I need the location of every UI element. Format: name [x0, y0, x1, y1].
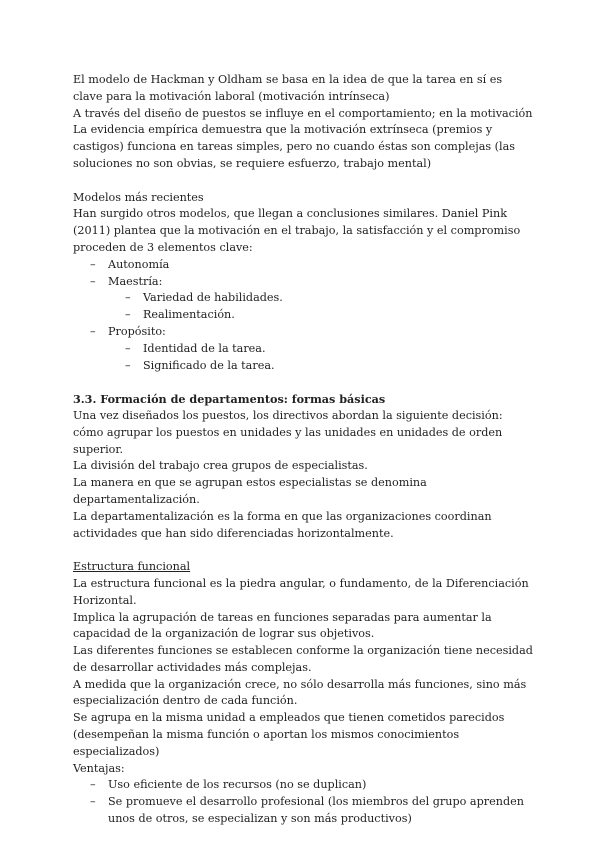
document-page	[73, 72, 533, 828]
mastery-sublist	[108, 290, 533, 324]
list-item-purpose	[73, 324, 533, 374]
list-item-label: Maestría:	[108, 274, 163, 288]
section-heading: 3.3. Formación de departamentos: formas básicas	[73, 392, 386, 407]
spacer	[73, 173, 533, 190]
recent-models-title: Modelos más recientes	[73, 190, 204, 204]
section-paragraph-4: La departamentalización es la forma en que las organizaciones coordinan actividades que han sido diferenciadas horizontalmente.	[73, 509, 492, 540]
functional-paragraph-1: La estructura funcional es la piedra angular, o fundamento, de la Diferenciación Horizontal.	[73, 576, 529, 607]
purpose-sublist	[108, 341, 533, 375]
sublist-item: – Realimentación.	[108, 307, 533, 324]
section-paragraph-1: Una vez diseñados los puestos, los directivos abordan la siguiente decisión: cómo agrupar los puestos en unidades y las unidades en unidades de orden superior.	[73, 408, 503, 456]
spacer	[73, 374, 533, 391]
recent-models-text: Han surgido otros modelos, que llegan a conclusiones similares. Daniel Pink (2011) plantea que la motivación en el trabajo, la satisfacción y el compromiso proceden de 3 elementos clave:	[73, 207, 521, 254]
functional-structure-title: Estructura funcional	[73, 560, 191, 574]
list-item: – Se promueve el desarrollo profesional (los miembros del grupo aprenden unos de otros, se especializan y son más productivos)	[73, 794, 533, 828]
sublist-item: – Identidad de la tarea.	[108, 341, 533, 358]
list-item-label: Propósito:	[108, 324, 166, 338]
intro-paragraph-3: La evidencia empírica demuestra que la motivación extrínseca (premios y castigos) funciona en tareas simples, pero no cuando éstas son complejas (las soluciones no son obvias, se requiere esfuerzo, trabajo mental)	[73, 123, 516, 170]
sublist-item: – Variedad de habilidades.	[108, 290, 533, 307]
functional-paragraph-4: A medida que la organización crece, no sólo desarrolla más funciones, sino más especialización dentro de cada función.	[73, 677, 527, 708]
list-item-autonomy	[73, 257, 533, 274]
list-item-mastery	[73, 274, 533, 324]
functional-paragraph-2: Implica la agrupación de tareas en funciones separadas para aumentar la capacidad de la organización de lograr sus objetivos.	[73, 610, 492, 641]
advantages-label: Ventajas:	[73, 761, 125, 775]
section-paragraph-2: La división del trabajo crea grupos de especialistas.	[73, 459, 368, 473]
section-paragraph-3: La manera en que se agrupan estos especialistas se denomina departamentalización.	[73, 476, 427, 506]
functional-paragraph-3: Las diferentes funciones se establecen conforme la organización tiene necesidad de desarrollar actividades más complejas.	[73, 644, 533, 674]
intro-paragraph-2: A través del diseño de puestos se influye en el comportamiento; en la motivación	[73, 106, 533, 120]
spacer	[73, 542, 533, 559]
list-item: – Uso eficiente de los recursos (no se duplican)	[73, 777, 533, 794]
intro-paragraph-1: El modelo de Hackman y Oldham se basa en la idea de que la tarea en sí es clave para la motivación laboral (motivación intrínseca)	[73, 73, 503, 103]
key-elements-list	[73, 257, 533, 375]
advantages-list	[73, 777, 533, 827]
list-item-label: Autonomía	[108, 257, 170, 271]
functional-paragraph-5: Se agrupa en la misma unidad a empleados que tienen cometidos parecidos (desempeñan la misma función o aportan los mismos conocimientos especializados)	[73, 711, 505, 758]
sublist-item: – Significado de la tarea.	[108, 358, 533, 375]
